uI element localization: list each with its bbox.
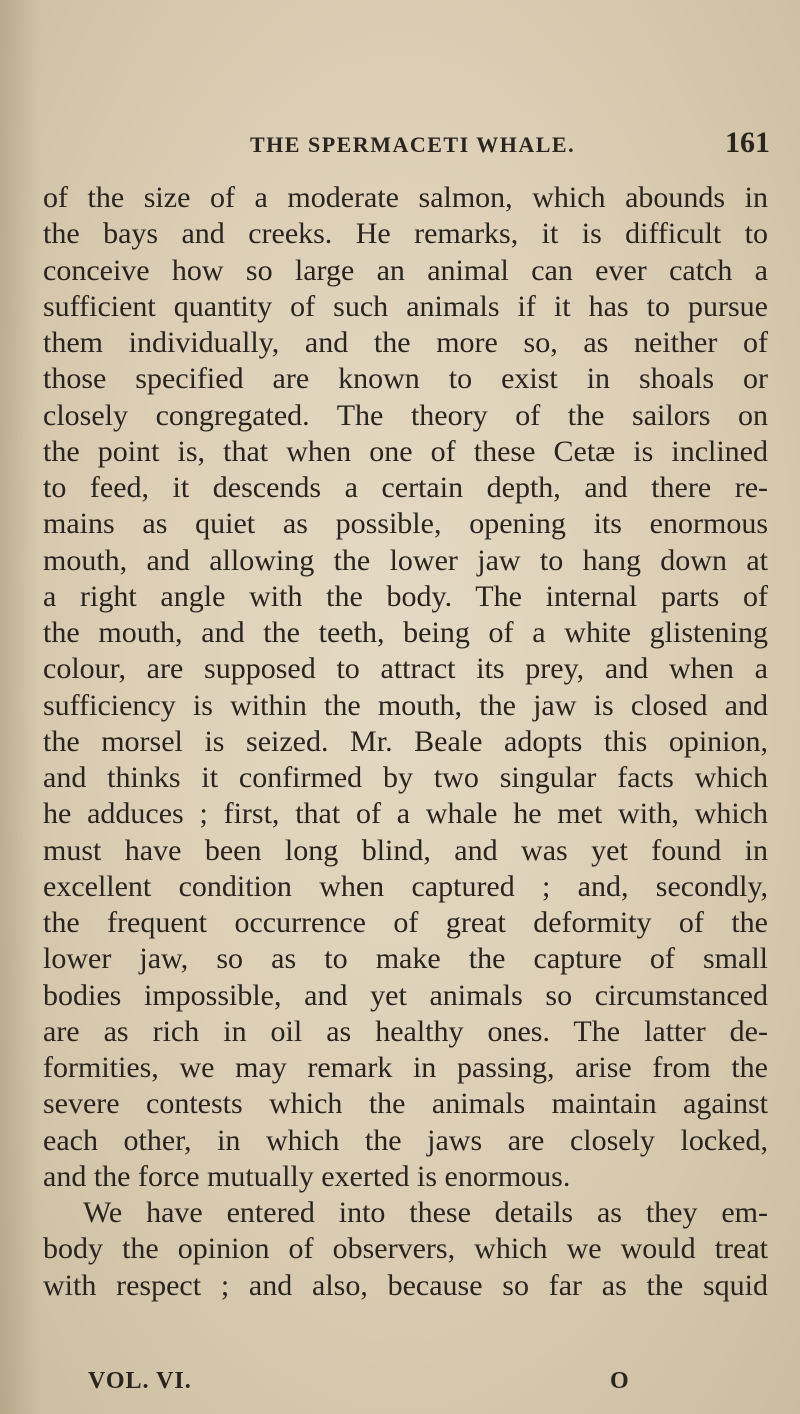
page-edge-shadow [0, 0, 40, 1414]
volume-mark: VOL. VI. [88, 1368, 192, 1394]
text-line: body the opinion of observers, which we would treat [43, 1232, 768, 1266]
text-line: formities, we may remark in passing, arise from the [43, 1051, 768, 1084]
text-line: he adduces ; first, that of a whale he met with, which [43, 797, 768, 831]
running-head: THE SPERMACETI WHALE. [250, 132, 576, 157]
text-line: a right angle with the body. The internal parts of [43, 579, 768, 613]
text-line: conceive how so large an animal can ever catch a [43, 253, 768, 287]
text-line: them individually, and the more so, as neither of [43, 326, 768, 359]
text-line: mains as quiet as possible, opening its enormous [43, 507, 768, 541]
text-line: of the size of a moderate salmon, which abounds in [43, 181, 768, 214]
text-line: lower jaw, so as to make the capture of small [43, 942, 768, 976]
text-line: are as rich in oil as healthy ones. The latter de- [43, 1014, 768, 1048]
text-line: to feed, it descends a certain depth, and there re- [43, 471, 768, 504]
text-line: the bays and creeks. He remarks, it is difficult to [43, 217, 768, 251]
text-line: closely congregated. The theory of the sailors on [43, 398, 768, 432]
signature-mark: O [610, 1368, 629, 1394]
text-line: sufficiency is within the mouth, the jaw is closed and [43, 688, 768, 722]
text-line: colour, are supposed to attract its prey, and when a [43, 652, 768, 686]
text-line: severe contests which the animals maintain against [43, 1087, 768, 1121]
page-number: 161 [725, 126, 770, 159]
text-line: sufficient quantity of such animals if it has to pursue [43, 289, 768, 323]
body-text [43, 180, 768, 1304]
text-line: the frequent occurrence of great deformity of the [43, 906, 768, 939]
text-line: with respect ; and also, because so far as the squid [43, 1268, 768, 1302]
text-line: must have been long blind, and was yet found in [43, 833, 768, 867]
text-line: the point is, that when one of these Cetæ is inclined [43, 434, 768, 468]
text-line: and thinks it confirmed by two singular facts which [43, 761, 768, 794]
text-line: the mouth, and the teeth, being of a white glistening [43, 616, 768, 649]
text-line: bodies impossible, and yet animals so circumstanced [43, 978, 768, 1012]
text-line: the morsel is seized. Mr. Beale adopts this opinion, [43, 724, 768, 758]
paragraph-first-line: We have entered into these details as they em- [83, 1196, 768, 1229]
text-line: excellent condition when captured ; and, secondly, [43, 869, 768, 903]
text-line: those specified are known to exist in shoals or [43, 362, 768, 396]
page-header [250, 126, 770, 166]
paragraph-last-line: and the force mutually exerted is enormous. [43, 1159, 571, 1193]
text-line: mouth, and allowing the lower jaw to hang down at [43, 543, 768, 577]
text-line: each other, in which the jaws are closely locked, [43, 1123, 768, 1157]
